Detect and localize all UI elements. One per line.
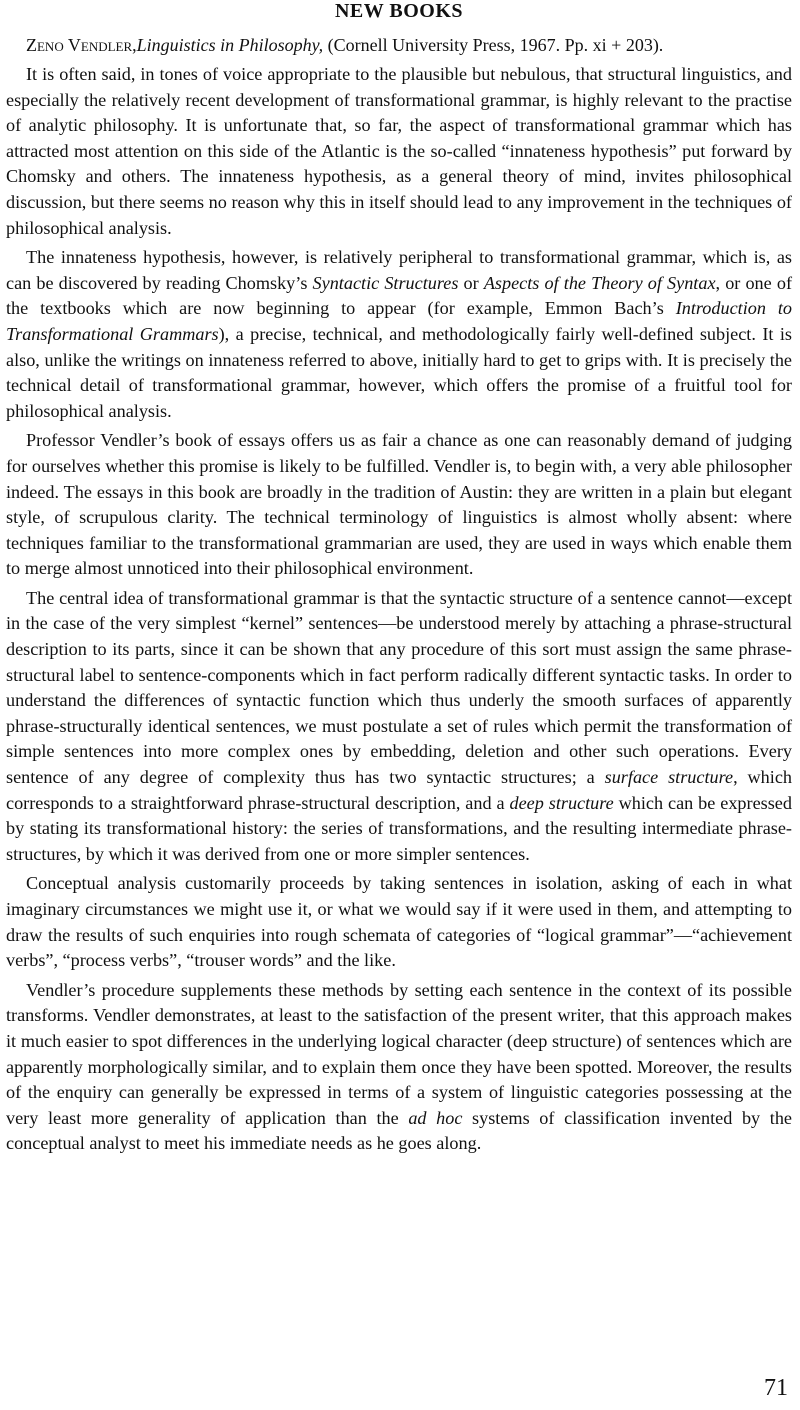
citation-author: Zeno Vendler,: [26, 35, 137, 55]
italic-term-ad-hoc: ad hoc: [408, 1107, 463, 1128]
citation-book-title: Linguistics in Philosophy,: [136, 35, 324, 55]
italic-title-introduction: Introduction to Transformational Grammars: [6, 298, 792, 344]
paragraph-3: [6, 428, 792, 582]
paragraph-4: [6, 586, 792, 868]
paragraph-text: which can be expressed by stating its transformational history: the series of transformations, and the resulting intermediate phrase-structures, by which it was derived from one or more simpler sentences.: [6, 792, 792, 864]
italic-title-aspects: Aspects of the Theory of Syntax: [483, 272, 716, 293]
paragraph-1: [6, 62, 792, 241]
italic-title-syntactic-structures: Syntactic Structures: [312, 272, 459, 293]
paragraph-text: Professor Vendler’s book of essays offers us as fair a chance as one can reasonably demand of judging for ourselves whether this promise is likely to be fulfilled. Vendler is, to begin with, a very able philosopher indeed. The essays in this book are broadly in the tradition of Austin: they are written in a plain but elegant style, of scrupulous clarity. The technical terminology of linguistics is almost wholly absent: where techniques familiar to the transformational grammarian are used, they are used in ways which enable them to merge almost unnoticed into their philosophical environment.: [6, 430, 792, 579]
paragraph-text: Vendler’s procedure supplements these methods by setting each sentence in the context of its possible transforms. Vendler demonstrates, at least to the satisfaction of the present writer, that this approach makes it much easier to spot differences in the underlying logical character (deep structure) of sentences which are apparently morphologically similar, and to explain them once they have been spotted. Moreover, the results of the enquiry can generally be expressed in terms of a system of linguistic categories possessing at the very least more generality of application than the: [6, 979, 792, 1128]
section-heading: NEW BOOKS: [334, 0, 464, 22]
italic-term-surface-structure: surface structure: [604, 767, 734, 788]
paragraph-text: , which corresponds to a straightforward phrase-structural description, and a: [6, 767, 792, 813]
paragraph-text: or: [458, 272, 484, 293]
paragraph-text: ), a precise, technical, and methodologically fairly well-defined subject. It is also, unlike the writings on innateness referred to above, initially hard to get to grips with. It is precisely the technical detail of transformational grammar, however, which offers the promise of a fruitful tool for philosophical analysis.: [6, 323, 793, 421]
italic-term-deep-structure: deep structure: [509, 792, 614, 813]
paragraph-2: [6, 245, 792, 424]
paragraph-text: , or one of the textbooks which are now beginning to appear (for example, Emmon Bach’s: [6, 272, 792, 319]
paragraph-5: [6, 871, 792, 973]
paragraph-6: [6, 978, 792, 1157]
citation-details: (Cornell University Press, 1967. Pp. xi + 203).: [327, 35, 664, 55]
paragraph-text: It is often said, in tones of voice appropriate to the plausible but nebulous, that structural linguistics, and especially the relatively recent development of transformational grammar, is highly relevant to the practise of analytic philosophy. It is unfortunate that, so far, the aspect of transformational grammar which has attracted most attention on this side of the Atlantic is the so-called “innateness hypothesis” put forward by Chomsky and others. The innateness hypothesis, as a general theory of mind, invites philosophical discussion, but there seems no reason why this in itself should lead to any improvement in the techniques of philosophical analysis.: [6, 64, 792, 238]
paragraph-text: systems of classification invented by the conceptual analyst to meet his immediate needs as he goes along.: [6, 1107, 792, 1154]
page-number: 71: [764, 1375, 788, 1401]
paragraph-text: The innateness hypothesis, however, is relatively peripheral to transformational grammar, which is, as can be discovered by reading Chomsky’s: [6, 247, 792, 293]
book-citation: [6, 30, 792, 60]
paragraph-text: Conceptual analysis customarily proceeds by taking sentences in isolation, asking of each in what imaginary circumstances we might use it, or what we would say if it were used in them, and attempting to draw the results of such enquiries into rough schemata of categories of “logical grammar”—“achievement verbs”, “process verbs”, “trouser words” and the like.: [6, 873, 792, 971]
paragraph-text: The central idea of transformational grammar is that the syntactic structure of a sentence cannot—except in the case of the very simplest “kernel” sentences—be understood merely by attaching a phrase-structural description to its parts, since it can be shown that any procedure of this sort must assign the same phrase-structural label to sentence-components which in fact perform radically different syntactic tasks. In order to understand the differences of syntactic function which thus underly the smooth surfaces of apparently phrase-structurally identical sentences, we must postulate a set of rules which permit the transformation of simple sentences into more complex ones by embedding, deletion and other such operations. Every sentence of any degree of complexity thus has two syntactic structures; a: [6, 587, 792, 788]
